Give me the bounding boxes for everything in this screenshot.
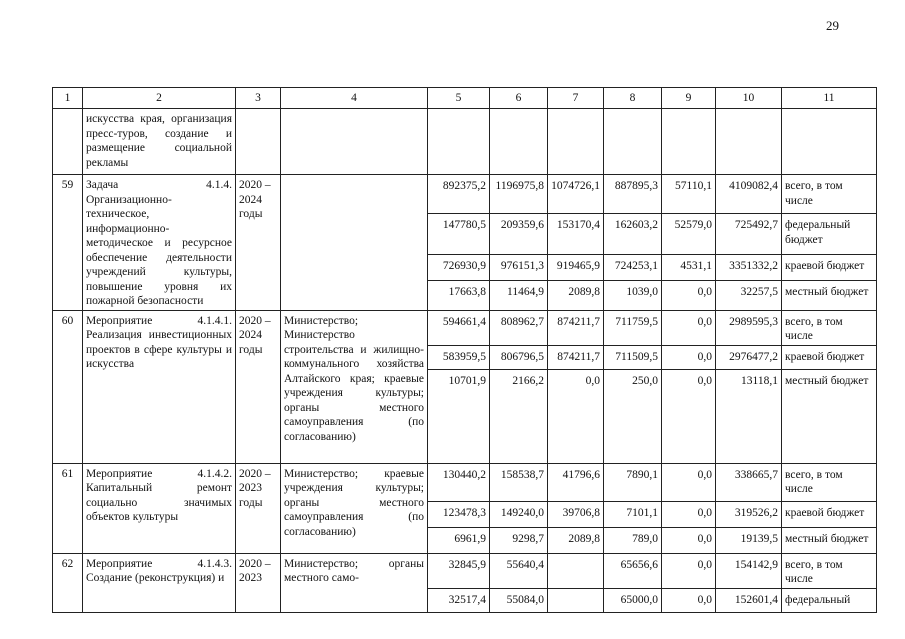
value-cell: 874211,7 [548, 345, 604, 369]
task-cell: искусства края, организация пресс-туров, создание и размещение социальной рекламы [83, 109, 236, 175]
budget-source-cell: местный бюджет [782, 281, 877, 310]
value-cell: 147780,5 [428, 214, 490, 254]
value-cell: 153170,4 [548, 214, 604, 254]
header-cell: 4 [281, 88, 428, 109]
header-cell: 1 [53, 88, 83, 109]
value-cell: 130440,2 [428, 463, 490, 501]
value-cell: 13118,1 [716, 369, 782, 463]
row-number [53, 109, 83, 175]
row-number: 62 [53, 553, 83, 612]
budget-source-cell: местный бюджет [782, 369, 877, 463]
value-cell: 594661,4 [428, 310, 490, 345]
value-cell: 6961,9 [428, 527, 490, 553]
header-cell: 7 [548, 88, 604, 109]
value-cell: 726930,9 [428, 254, 490, 281]
value-cell [548, 588, 604, 612]
budget-source-cell: краевой бюджет [782, 345, 877, 369]
header-cell: 5 [428, 88, 490, 109]
value-cell: 32517,4 [428, 588, 490, 612]
value-cell: 2089,8 [548, 281, 604, 310]
header-row [53, 88, 877, 109]
value-cell: 1196975,8 [490, 175, 548, 214]
value-cell: 57110,1 [662, 175, 716, 214]
value-cell: 2976477,2 [716, 345, 782, 369]
value-cell: 123478,3 [428, 501, 490, 527]
years-cell: 2020 – 2024 годы [236, 310, 281, 463]
value-cell: 808962,7 [490, 310, 548, 345]
page-number: 29 [826, 18, 839, 33]
value-cell: 789,0 [604, 527, 662, 553]
value-cell: 319526,2 [716, 501, 782, 527]
value-cell: 1039,0 [604, 281, 662, 310]
row-number: 59 [53, 175, 83, 311]
executor-cell [281, 109, 428, 175]
value-cell: 2166,2 [490, 369, 548, 463]
value-cell: 4109082,4 [716, 175, 782, 214]
header-cell: 9 [662, 88, 716, 109]
value-cell: 0,0 [662, 281, 716, 310]
value-cell: 55084,0 [490, 588, 548, 612]
value-cell: 7101,1 [604, 501, 662, 527]
value-cell: 892375,2 [428, 175, 490, 214]
value-cell: 0,0 [662, 588, 716, 612]
budget-source-cell: всего, в том числе [782, 175, 877, 214]
table-row [53, 175, 877, 214]
task-cell: Мероприятие 4.1.4.1. Реализация инвестиционных проектов в сфере культуры и искусства [83, 310, 236, 463]
header-cell: 2 [83, 88, 236, 109]
value-cell: 338665,7 [716, 463, 782, 501]
value-cell: 10701,9 [428, 369, 490, 463]
value-cell: 919465,9 [548, 254, 604, 281]
header-cell: 11 [782, 88, 877, 109]
budget-source-cell: краевой бюджет [782, 254, 877, 281]
value-cell: 162603,2 [604, 214, 662, 254]
header-cell: 3 [236, 88, 281, 109]
executor-cell: Министерство; Министерство строительства и жилищно-коммунального хозяйства Алтайского края; краевые учреждения культуры; органы местного самоуправления (по согласованию) [281, 310, 428, 463]
executor-cell: Министерство; краевые учреждения культуры; органы местного самоуправления (по согласованию) [281, 463, 428, 553]
value-cell: 3351332,2 [716, 254, 782, 281]
value-cell: 887895,3 [604, 175, 662, 214]
value-cell: 152601,4 [716, 588, 782, 612]
value-cell: 41796,6 [548, 463, 604, 501]
executor-cell [281, 175, 428, 311]
value-cell: 32845,9 [428, 553, 490, 588]
value-cell: 2089,8 [548, 527, 604, 553]
budget-source-cell: всего, в том числе [782, 463, 877, 501]
value-cell: 0,0 [662, 369, 716, 463]
value-cell: 0,0 [662, 463, 716, 501]
value-cell: 4531,1 [662, 254, 716, 281]
value-cell [548, 553, 604, 588]
task-cell: Мероприятие 4.1.4.2. Капитальный ремонт социально значимых объектов культуры [83, 463, 236, 553]
value-cell: 711759,5 [604, 310, 662, 345]
row-number: 60 [53, 310, 83, 463]
value-cell: 725492,7 [716, 214, 782, 254]
value-cell: 19139,5 [716, 527, 782, 553]
value-cell: 0,0 [662, 553, 716, 588]
value-cell: 250,0 [604, 369, 662, 463]
budget-source-cell: краевой бюджет [782, 501, 877, 527]
table-row [53, 463, 877, 501]
budget-source-cell: федеральный бюджет [782, 214, 877, 254]
value-cell: 874211,7 [548, 310, 604, 345]
budget-table [52, 87, 877, 613]
value-cell: 9298,7 [490, 527, 548, 553]
table-row [53, 553, 877, 588]
budget-source-cell: местный бюджет [782, 527, 877, 553]
header-cell: 6 [490, 88, 548, 109]
value-cell: 583959,5 [428, 345, 490, 369]
value-cell: 711509,5 [604, 345, 662, 369]
executor-cell: Министерство; органы местного само- [281, 553, 428, 612]
value-cell: 39706,8 [548, 501, 604, 527]
task-cell: Мероприятие 4.1.4.3. Создание (реконструкция) и [83, 553, 236, 612]
value-cell: 17663,8 [428, 281, 490, 310]
continuation-row [53, 109, 877, 175]
value-cell: 55640,4 [490, 553, 548, 588]
value-cell: 806796,5 [490, 345, 548, 369]
budget-source-cell: всего, в том числе [782, 553, 877, 588]
value-cell: 724253,1 [604, 254, 662, 281]
value-cell: 149240,0 [490, 501, 548, 527]
value-cell: 52579,0 [662, 214, 716, 254]
years-cell [236, 109, 281, 175]
task-cell: Задача 4.1.4. Организационно-техническое, информационно-методическое и ресурсное обеспечение деятельности учреждений культуры, повышение уровня их пожарной безопасности [83, 175, 236, 311]
years-cell: 2020 – 2023 [236, 553, 281, 612]
header-cell: 10 [716, 88, 782, 109]
value-cell: 0,0 [662, 310, 716, 345]
value-cell: 0,0 [662, 345, 716, 369]
value-cell: 0,0 [662, 501, 716, 527]
value-cell: 0,0 [548, 369, 604, 463]
value-cell: 976151,3 [490, 254, 548, 281]
budget-source-cell: всего, в том числе [782, 310, 877, 345]
value-cell: 0,0 [662, 527, 716, 553]
value-cell: 1074726,1 [548, 175, 604, 214]
row-number: 61 [53, 463, 83, 553]
budget-source-cell: федеральный [782, 588, 877, 612]
value-cell: 158538,7 [490, 463, 548, 501]
years-cell: 2020 – 2023 годы [236, 463, 281, 553]
value-cell: 7890,1 [604, 463, 662, 501]
value-cell: 2989595,3 [716, 310, 782, 345]
value-cell: 11464,9 [490, 281, 548, 310]
value-cell: 209359,6 [490, 214, 548, 254]
value-cell: 32257,5 [716, 281, 782, 310]
value-cell: 65656,6 [604, 553, 662, 588]
value-cell: 65000,0 [604, 588, 662, 612]
years-cell: 2020 – 2024 годы [236, 175, 281, 311]
table-row [53, 310, 877, 345]
header-cell: 8 [604, 88, 662, 109]
value-cell: 154142,9 [716, 553, 782, 588]
